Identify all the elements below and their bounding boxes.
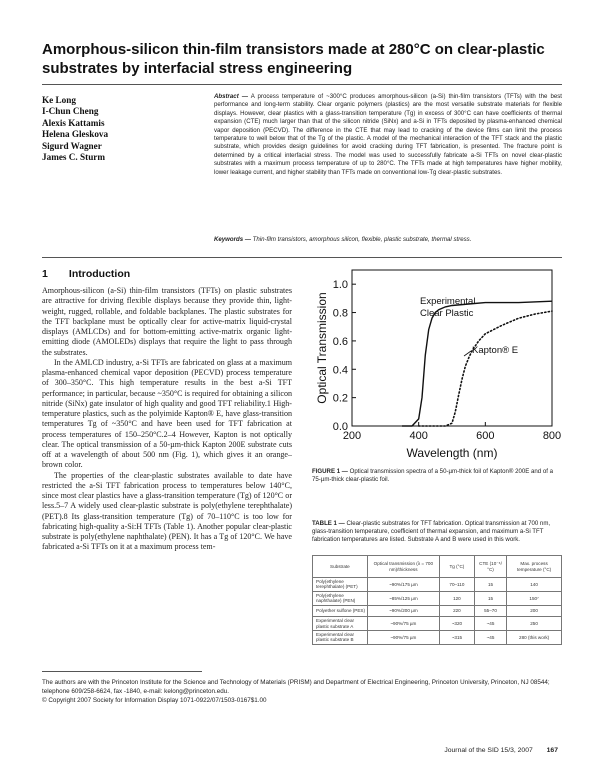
body-paragraph: In the AMLCD industry, a-Si TFTs are fabricated on glass at a maximum plasma-enhanced chemical vapor deposition (PECVD) process temperature of 300–350°C. This high temperature results in the best a-Si TFT performance; in particular, because ~350°C is required for obtaining a silicon nitride (SiNx) gate insulator of high quality and good TFT reliability.1 High-temperature plastics, such as the polyimide Kapton® E, have glass-transition temperatures Tg of ~350°C and have been used for TFT fabrication at process temperatures of 150–250°C.2–4 However, Kapton is not optically clear. The optical transmission of a 50-µm-thick Kapton 200E substrate cuts off at a wavelength of about 500 nm (Fig. 1), which gives it an orange–brown color. — [42, 357, 292, 470]
table-header: Optical transmission (λ = 700 nm)/thickness — [367, 556, 439, 578]
table-cell: 250 — [507, 617, 562, 631]
table-header: Substrate — [313, 556, 368, 578]
table-cell: Polyether sulfone (PES) — [313, 605, 368, 617]
table-row — [313, 605, 562, 617]
title-rule — [42, 84, 562, 85]
table-cell: 220 — [439, 605, 474, 617]
abstract-text: A process temperature of ~300°C produces amorphous-silicon (a-Si) thin-film transistors (TFTs) with the best performance and long-term stability. Clear organic polymers (plastics) are the most versatile substrate materials for flexible displays. However, clear plastics with a glass-transition temperature (Tg) in excess of 300°C can have coefficients of thermal expansion (CTE) much larger than that of the silicon nitride (SiNx) and a-Si in TFTs deposited by plasma-enhanced chemical vapor deposition (PECVD). The difference in the CTE that may lead to cracking of the device films can limit the process temperature to well below that of the Tg of the plastic. A model of the mechanical interaction of the TFT stack and the plastic substrate, which provides design guidelines for avoid cracking during TFT fabrication, is presented. The fracture point is determined by a critical interfacial stress. The model was used to successfully fabricate a-Si TFTs on novel clear-plastic substrates with a maximum process temperature of up to 280°C. The TFTs made at high temperatures have higher mobility, lower leakage current, and higher stability than TFTs made on conventional low-Tg clear-plastic substrates. — [214, 93, 562, 176]
author: I-Chun Cheng — [42, 106, 99, 117]
substrate-table — [312, 555, 562, 645]
table-cell: Experimental clear plastic substrate B — [313, 630, 368, 644]
footnote — [42, 678, 562, 705]
section-number: 1 — [42, 268, 48, 280]
x-tick-label: 800 — [542, 430, 562, 442]
table-cell: ~85%/125 µm — [367, 591, 439, 605]
footnote-copyright: © Copyright 2007 Society for Information Display 1071-0922/07/1503-0167$1.00 — [42, 697, 267, 704]
table-cell: 15 — [474, 591, 506, 605]
body-paragraph: The properties of the clear-plastic substrates available to date have restricted the a-Si TFT fabrication process to temperatures below 140°C, since most clear plastics have a glass-transition temperature (Tg) of 120°C or less.5–7 A widely used clear-plastic substrate is poly(ethylene terephthalate) (PET).8 Its glass-transition temperature (Tg) of 70–110°C is too low for fabricating high-quality a-Si:H TFTs (Table 1). Another popular clear-plastic substrate is poly(ethylene naphthalate) (PEN). It has a Tg of 120°C. We have fabricated a-Si TFTs on it at a maximum process tem- — [42, 470, 292, 552]
body-column — [42, 286, 292, 662]
table-cell: 70–110 — [439, 578, 474, 592]
table-cell: 55–70 — [474, 605, 506, 617]
transmission-chart — [312, 264, 562, 464]
annotation-clear-plastic-line2: Clear Plastic — [420, 308, 474, 319]
table-header: Max. process temperature (°C) — [507, 556, 562, 578]
table-row — [313, 578, 562, 592]
section-heading — [42, 268, 130, 280]
figure-caption — [312, 468, 562, 484]
plot-frame — [352, 270, 552, 426]
figure-caption-label: FIGURE 1 — — [312, 468, 348, 475]
table-cell: ~90%/200 µm — [367, 605, 439, 617]
table-cell: 280 (this work) — [507, 630, 562, 644]
x-tick-label: 200 — [342, 430, 362, 442]
page-number: 167 — [546, 747, 558, 754]
section-title: Introduction — [68, 268, 131, 280]
table-cell: ~45 — [474, 617, 506, 631]
table-cell: ~320 — [439, 617, 474, 631]
page-footer — [444, 747, 558, 754]
table-cell: 120 — [439, 591, 474, 605]
table-header-row — [313, 556, 562, 578]
table-row — [313, 630, 562, 644]
keywords — [214, 236, 562, 244]
series-group — [402, 301, 552, 426]
paper-title: Amorphous-silicon thin-film transistors made at 280°C on clear-plastic substrates by interfacial stress engineering — [42, 41, 545, 77]
table-cell: ~90%/75 µm — [367, 630, 439, 644]
journal-name: Journal of the SID 15/3, 2007 — [444, 747, 533, 754]
table-cell: 15 — [474, 578, 506, 592]
keywords-text: Thin-film transistors, amorphous silicon, flexible, plastic substrate, thermal stress. — [252, 236, 472, 243]
y-axis-ticks — [333, 279, 356, 433]
table-caption-label: TABLE 1 — — [312, 520, 345, 527]
y-tick-label: 0.8 — [332, 307, 348, 320]
x-axis-ticks — [343, 422, 561, 442]
table-cell: ~45 — [474, 630, 506, 644]
author: James C. Sturm — [42, 152, 106, 163]
body-paragraph: Amorphous-silicon (a-Si) thin-film transistors (TFTs) on plastic substrates are attractive for driving flexible displays because they provide thin, light-weight, rugged, rollable, and foldable backplanes. The plastic substrates for the TFT backplane must be optically clear for active-matrix liquid-crystal displays (AMLCDs) and for bottom-emitting active-matrix organic light-emitting diode (AMOLEDs) displays that require the light to pass through the substrates. — [42, 286, 292, 357]
keywords-label: Keywords — — [214, 236, 251, 243]
series-line-kapton — [419, 311, 552, 426]
y-axis-label: Optical Transmission — [315, 292, 329, 404]
series-line-clear-plastic — [402, 301, 552, 426]
y-tick-label: 0.4 — [332, 364, 348, 377]
table-cell: ~90%/175 µm — [367, 578, 439, 592]
x-axis-label: Wavelength (nm) — [406, 446, 498, 460]
author-list — [42, 95, 192, 163]
table-header: Tg (°C) — [439, 556, 474, 578]
table-row — [313, 617, 562, 631]
table-cell: ~315 — [439, 630, 474, 644]
figure-caption-text: Optical transmission spectra of a 50-µm-thick foil of Kapton® 200E and of a 75-µm-thick clear-plastic foil. — [312, 468, 554, 484]
annotation-clear-plastic-line1: Experimental — [420, 296, 476, 307]
y-tick-label: 0.2 — [332, 392, 348, 405]
abstract — [214, 93, 562, 177]
x-tick-label: 600 — [476, 430, 495, 442]
y-tick-label: 1.0 — [332, 279, 348, 292]
table-cell: Poly(ethylene terephthalate) (PET) — [313, 578, 368, 592]
table-cell: 200 — [507, 605, 562, 617]
y-tick-label: 0.0 — [332, 421, 348, 433]
table-header: CTE (10⁻⁶/°C) — [474, 556, 506, 578]
abstract-label: Abstract — — [214, 93, 248, 100]
table-cell: 140 — [507, 578, 562, 592]
table-cell: Poly(ethylene naphthalate) (PEN) — [313, 591, 368, 605]
table-cell: Experimental clear plastic substrate A — [313, 617, 368, 631]
y-tick-label: 0.6 — [332, 335, 348, 348]
table-row — [313, 591, 562, 605]
author: Ke Long — [42, 95, 76, 105]
author: Alexis Kattamis — [42, 117, 105, 128]
table-caption — [312, 520, 562, 545]
annotation-kapton: Kapton® E — [472, 345, 519, 356]
x-tick-label: 400 — [409, 430, 428, 442]
footnote-affiliation: The authors are with the Princeton Institute for the Science and Technology of Materials (PRISM) and Department of Electrical Engineering, Princeton University, Princeton, NJ 08544; telephone 609/258-6624, fax -1840, e-mail: kelong@princeton.edu. — [42, 679, 550, 695]
abstract-rule — [42, 257, 562, 258]
table-cell: 150⁷ — [507, 591, 562, 605]
author: Helena Gleskova — [42, 129, 109, 140]
footnote-rule — [42, 671, 202, 672]
author: Sigurd Wagner — [42, 140, 102, 151]
table-cell: ~90%/75 µm — [367, 617, 439, 631]
table-caption-text: Clear-plastic substrates for TFT fabrication. Optical transmission at 700 nm, glass-transition temperature, coefficient of thermal expansion, and maximum a-Si TFT fabrication temperatures are listed. Substrate A and B were used in this work. — [312, 520, 551, 544]
